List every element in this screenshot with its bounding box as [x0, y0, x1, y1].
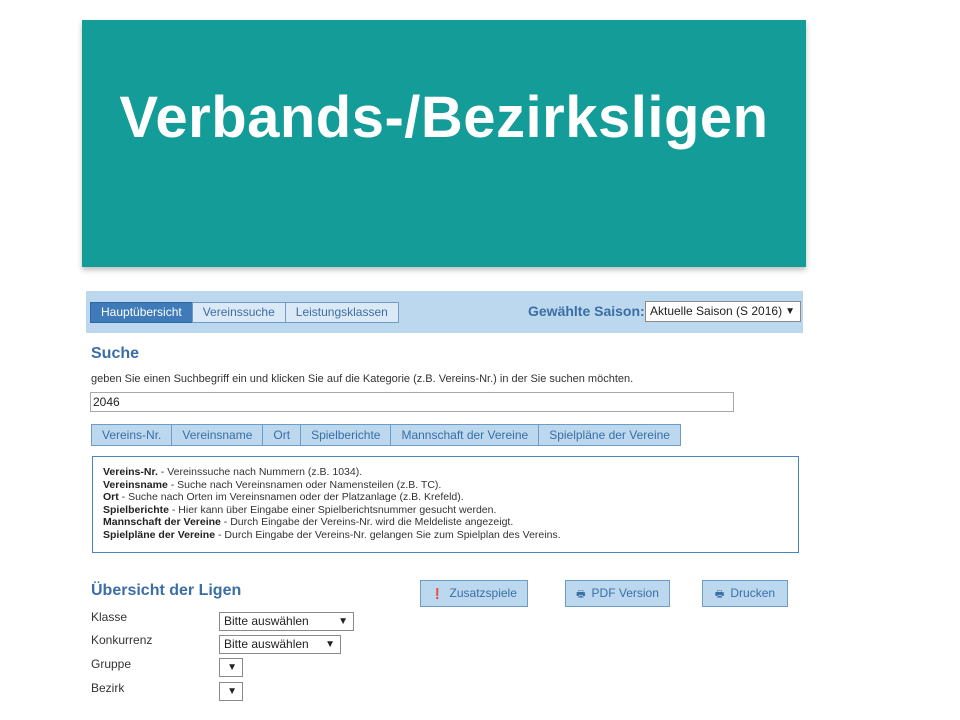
banner-title: Verbands-/Bezirksligen	[119, 85, 769, 150]
printer-icon: 🖶	[576, 589, 586, 600]
klasse-select[interactable]	[219, 612, 354, 631]
chevron-down-icon: ▼	[785, 306, 795, 317]
season-select-value: Aktuelle Saison (S 2016)	[650, 304, 783, 318]
help-line: Spielberichte - Hier kann über Eingabe einer Spielberichtsnummer gesucht werden.	[103, 503, 497, 516]
konkurrenz-label: Konkurrenz	[91, 633, 153, 647]
category-mannschaft-button[interactable]: Mannschaft der Vereine	[390, 424, 539, 446]
search-heading: Suche	[91, 345, 140, 362]
help-line: Vereinsname - Suche nach Vereinsnamen oder Namensteilen (z.B. TC).	[103, 478, 442, 491]
gruppe-select[interactable]	[219, 658, 243, 677]
klasse-select-value: Bitte auswählen	[224, 614, 309, 628]
main-tabs	[91, 302, 399, 323]
klasse-label: Klasse	[91, 610, 128, 624]
tab-leistungsklassen[interactable]: Leistungsklassen	[285, 302, 399, 323]
category-spielplaene-button[interactable]: Spielpläne der Vereine	[538, 424, 681, 446]
printer-icon: 🖶	[714, 589, 725, 600]
pdf-version-button[interactable]: 🖶 PDF Version	[565, 580, 670, 607]
leagues-heading: Übersicht der Ligen	[91, 582, 242, 599]
tab-vereinssuche[interactable]: Vereinssuche	[192, 302, 286, 323]
help-line: Mannschaft der Vereine - Durch Eingabe der Vereins-Nr. wird die Meldeliste angezeigt.	[103, 516, 514, 529]
konkurrenz-select[interactable]	[219, 635, 341, 654]
category-spielberichte-button[interactable]: Spielberichte	[300, 424, 391, 446]
search-category-buttons	[92, 424, 681, 446]
season-select[interactable]	[645, 301, 801, 322]
search-input[interactable]	[90, 392, 734, 412]
search-hint: geben Sie einen Suchbegriff ein und klicken Sie auf die Kategorie (z.B. Vereins-Nr.) in der Sie suchen möchten.	[91, 373, 634, 385]
season-label: Gewählte Saison:	[528, 303, 645, 319]
category-vereinsname-button[interactable]: Vereinsname	[171, 424, 263, 446]
search-help-box	[92, 456, 799, 553]
category-vereins-nr-button[interactable]: Vereins-Nr.	[91, 424, 172, 446]
zusatzspiele-button[interactable]: ❗ Zusatzspiele	[420, 580, 528, 607]
chevron-down-icon: ▼	[325, 639, 335, 650]
gruppe-label: Gruppe	[91, 657, 132, 671]
chevron-down-icon: ▼	[227, 662, 237, 673]
top-nav-bar	[86, 291, 803, 333]
bezirk-label: Bezirk	[91, 681, 125, 695]
print-button[interactable]: 🖶 Drucken	[702, 580, 788, 607]
konkurrenz-select-value: Bitte auswählen	[224, 637, 309, 651]
help-line: Vereins-Nr. - Vereinssuche nach Nummern (z.B. 1034).	[103, 466, 363, 478]
help-line: Spielpläne der Vereine - Durch Eingabe der Vereins-Nr. gelangen Sie zum Spielplan des Vereins.	[103, 528, 561, 541]
exclamation-icon: ❗	[431, 589, 444, 600]
help-line: Ort - Suche nach Orten im Vereinsnamen oder der Platzanlage (z.B. Krefeld).	[103, 491, 464, 504]
page-banner	[82, 20, 806, 267]
chevron-down-icon: ▼	[338, 616, 348, 627]
tab-hauptuebersicht[interactable]: Hauptübersicht	[90, 302, 193, 323]
bezirk-select[interactable]	[219, 682, 243, 701]
category-ort-button[interactable]: Ort	[262, 424, 301, 446]
chevron-down-icon: ▼	[227, 686, 237, 697]
